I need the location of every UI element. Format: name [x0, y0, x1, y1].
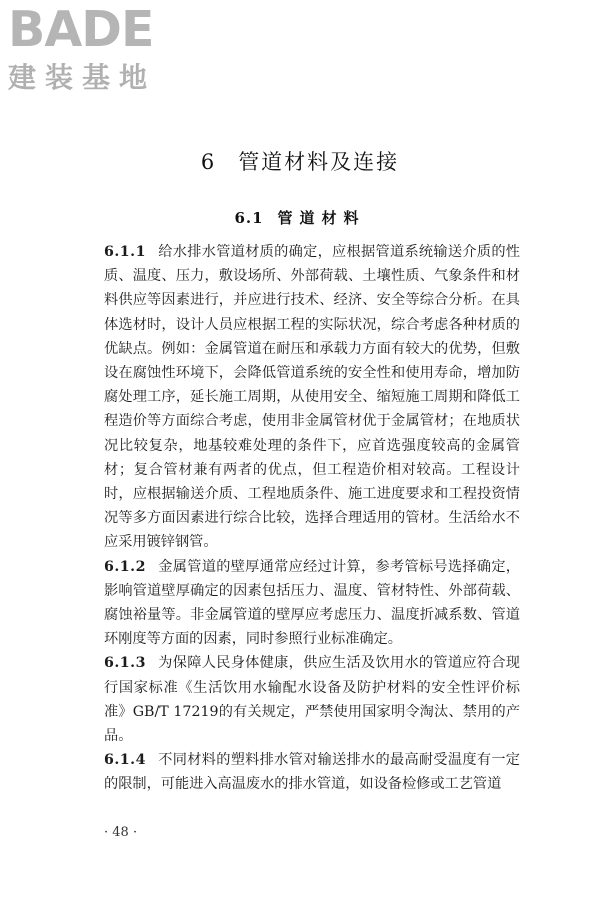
clause: [104, 555, 520, 652]
logo-tagline: 建装基地: [8, 61, 157, 94]
clause: [104, 748, 520, 796]
clause-number: 6.1.3: [104, 655, 146, 672]
clause-number: 6.1.1: [104, 244, 146, 260]
chapter-number: 6: [200, 150, 217, 174]
section-title-text: 管道材料: [277, 209, 366, 227]
clause: [104, 651, 520, 748]
clause-text: 为保障人民身体健康，供应生活及饮用水的管道应符合现行国家标准《生活饮用水输配水设备及防护材料的安全性评价标准》GB/T 17219的有关规定，严禁使用国家明令淘汰、禁用的产品。: [104, 655, 520, 745]
body-text: [104, 240, 520, 797]
clause-text: 不同材料的塑料排水管对输送排水的最高耐受温度有一定的限制，可能进入高温废水的排水管道，如设备检修或工艺管道: [104, 752, 520, 793]
clause-number: 6.1.4: [104, 752, 146, 769]
logo: [8, 1, 178, 96]
section-title: [0, 207, 600, 229]
clause-text: 金属管道的壁厚通常应经过计算，参考管标号选择确定，影响管道壁厚确定的因素包括压力、温度、管材特性、外部荷载、腐蚀裕量等。非金属管道的壁厚应考虑压力、温度折减系数、管道环刚度等方面的因素，同时参照行业标准确定。: [104, 558, 520, 648]
chapter-title-text: 管道材料及连接: [238, 150, 400, 174]
clause: [104, 240, 520, 555]
section-number: 6.1: [234, 209, 264, 227]
page-number: · 48 ·: [104, 825, 138, 840]
logo-wordmark: BADE: [8, 1, 154, 58]
clause-number: 6.1.2: [104, 558, 146, 575]
chapter-title: [0, 148, 600, 176]
clause-text: 给水排水管道材质的确定，应根据管道系统输送介质的性质、温度、压力，敷设场所、外部荷载、土壤性质、气象条件和材料供应等因素进行，并应进行技术、经济、安全等综合分析。在具体选材时，设计人员应根据工程的实际状况，综合考虑各种材质的优缺点。例如：金属管道在耐压和承载力方面有较大的优势，但敷设在腐蚀性环境下，会降低管道系统的安全性和使用寿命，增加防腐处理工序，延长施工周期，从使用安全、缩短施工周期和降低工程造价等方面综合考虑，使用非金属管材优于金属管材；在地质状况比较复杂，地基较难处理的条件下，应首选强度较高的金属管材；复合管材兼有两者的优点，但工程造价相对较高。工程设计时，应根据输送介质、工程地质条件、施工进度要求和工程投资情况等多方面因素进行综合比较，选择合理适用的管材。生活给水不应采用镀锌钢管。: [104, 244, 520, 551]
